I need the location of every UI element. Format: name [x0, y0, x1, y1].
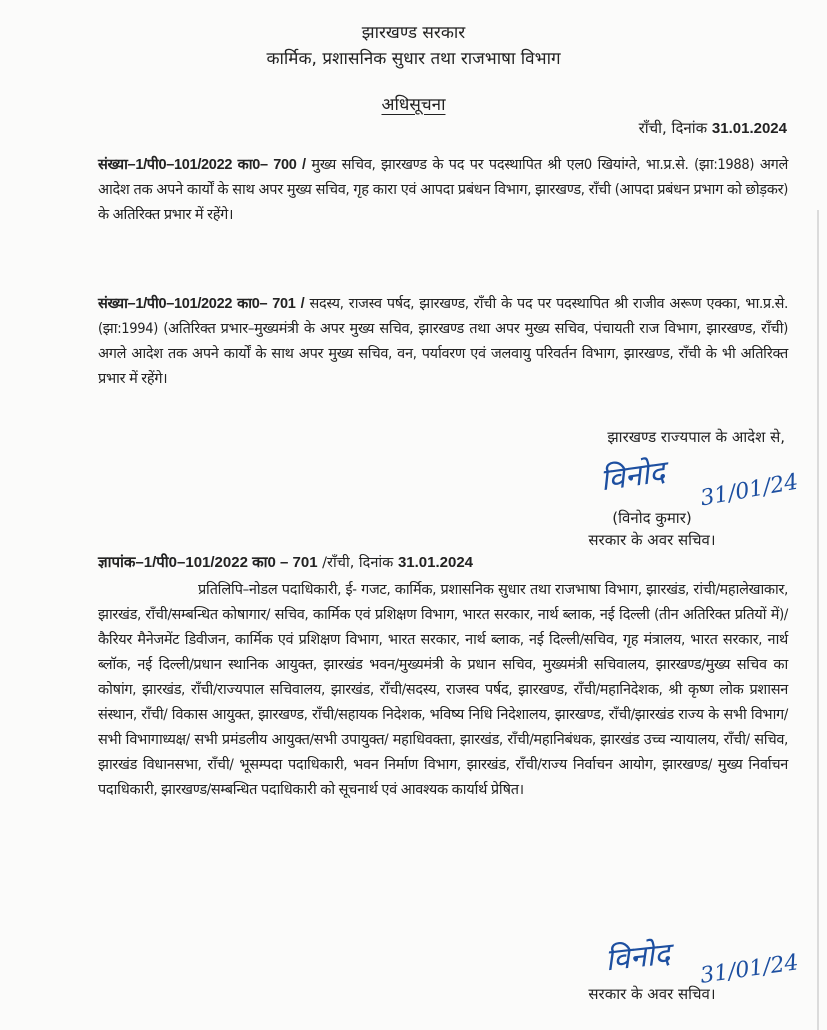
- department-name: कार्मिक, प्रशासनिक सुधार तथा राजभाषा विभाग: [266, 49, 561, 69]
- signatory-block: [537, 508, 767, 550]
- place-date: [639, 118, 787, 138]
- page-edge-shadow: [817, 210, 819, 1030]
- memo-date: 31.01.2024: [397, 554, 474, 571]
- paragraph-text: सदस्य, राजस्व पर्षद, झारखण्ड, राँची के पद पर पदस्थापित श्री राजीव अरूण एक्का, भा.प्र.से. (झा:1994) (अतिरिक्त प्रभार–मुख्यमंत्री के अपर मुख्य सचिव, झारखण्ड तथा अपर मुख्य सचिव, पंचायती राज विभाग, झारखण्ड, राँची) अगले आदेश तक अपने कार्यों के साथ अपर मुख्य सचिव, वन, पर्यावरण एवं जलवायु परिवर्तन विभाग, झारखण्ड, राँची के भी अतिरिक्त प्रभार में रहेंगे।: [98, 296, 789, 387]
- paragraph-text: मुख्य सचिव, झारखण्ड के पद पर पदस्थापित श्री एल0 खियांग्ते, भा.प्र.से. (झा:1988) अगले आदेश तक अपने कार्यों के साथ अपर मुख्य सचिव, गृह कारा एवं आपदा प्रबंधन विभाग, झारखण्ड, राँची (आपदा प्रबंधन प्रभाग को छोड़कर) के अतिरिक्त प्रभार में रहेंगे।: [98, 157, 788, 223]
- handwritten-signature: विनोद: [598, 454, 668, 499]
- memo-reference-number: ज्ञापांक–1/पी0–101/2022 का0 – 701: [98, 554, 318, 571]
- handwritten-signature-date: 31/01/24: [698, 950, 801, 989]
- handwritten-signature-date: 31/01/24: [698, 469, 801, 512]
- reference-number: संख्या–1/पी0–101/2022 का0– 700 /: [98, 157, 306, 173]
- place-date-prefix: राँची, दिनांक: [638, 119, 708, 137]
- government-name: झारखण्ड सरकार: [361, 23, 466, 43]
- copy-distribution-paragraph: प्रतिलिपि–नोडल पदाधिकारी, ई- गजट, कार्मिक, प्रशासनिक सुधार तथा राजभाषा विभाग, झारखंड, रांची/महालेखाकार, झारखंड, राँची/सम्बन्धित कोषागार/ सचिव, कार्मिक एवं प्रशिक्षण विभाग, भारत सरकार, नार्थ ब्लाक, नई दिल्ली (तीन अतिरिक्त प्रतियों में)/ कैरियर मैनेजमेंट डिवीजन, कार्मिक एवं प्रशिक्षण विभाग, भारत सरकार, नार्थ ब्लाक, नई दिल्ली/सचिव, गृह मंत्रालय, भारत सरकार, नार्थ ब्लॉक, नई दिल्ली/प्रधान स्थानिक आयुक्त, झारखंड भवन/मुख्यमंत्री के प्रधान सचिव, मुख्यमंत्री सचिवालय, झारखण्ड/मुख्य सचिव का कोषांग, झारखंड, राँची/राज्यपाल सचिवालय, झारखंड, राँची/सदस्य, राजस्व पर्षद, झारखण्ड, राँची/महानिदेशक, श्री कृष्ण लोक प्रशासन संस्थान, राँची/ विकास आयुक्त, झारखण्ड, राँची/सहायक निदेशक, भविष्य निधि निदेशालय, झारखण्ड, राँची/झारखंड राज्य के सभी विभाग/सभी विभागाध्यक्ष/ सभी प्रमंडलीय आयुक्त/सभी उपायुक्त/ महाधिवक्ता, झारखंड, राँची/महानिबंधक, झारखंड उच्च न्यायालय, राँची/ सचिव, झारखंड विधानसभा, राँची/ भूसम्पदा पदाधिकारी, भवन निर्माण विभाग, झारखंड, राँची/राज्य निर्वाचन आयोग, झारखण्ड/ मुख्य निर्वाचन पदाधिकारी, झारखण्ड/सम्बन्धित पदाधिकारी को सूचनार्थ एवं आवश्यक कार्यार्थ प्रेषित।: [98, 582, 788, 798]
- reference-number: संख्या–1/पी0–101/2022 का0– 701 /: [98, 296, 305, 312]
- signatory-designation: सरकार के अवर सचिव।: [588, 531, 716, 549]
- memo-reference-line: [98, 552, 473, 572]
- notification-paragraph-1: [98, 153, 788, 228]
- memo-place-date-prefix: /राँची, दिनांक: [322, 555, 394, 571]
- signatory-name: (विनोद कुमार): [612, 509, 692, 527]
- signatory-designation: सरकार के अवर सचिव।: [588, 985, 716, 1003]
- notice-date: 31.01.2024: [711, 120, 787, 137]
- notification-paragraph-2: [98, 292, 788, 392]
- order-line: झारखण्ड राज्यपाल के आदेश से,: [607, 428, 785, 446]
- notice-title: अधिसूचना: [381, 95, 446, 115]
- handwritten-signature: विनोद: [603, 936, 672, 979]
